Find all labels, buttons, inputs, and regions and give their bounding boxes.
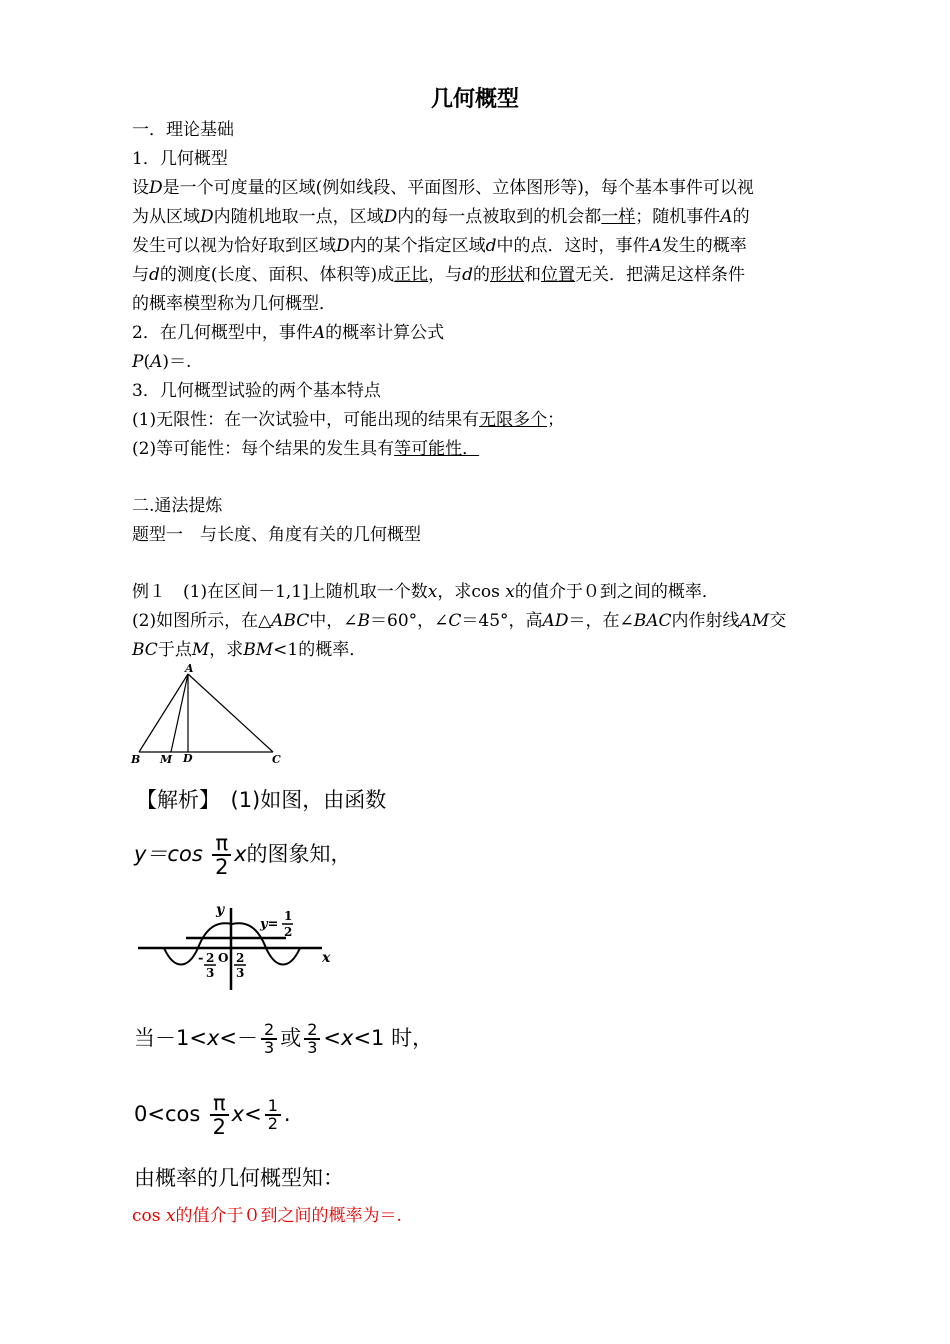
text: 无关．把满足这样条件 <box>575 265 746 285</box>
text: 的测度(长度、面积、体积等)成 <box>159 265 395 285</box>
definition-line-3 <box>132 235 747 257</box>
text: 交 <box>769 611 787 631</box>
item-heading-formula <box>132 322 444 344</box>
numerator: 2 <box>261 1022 277 1040</box>
solution-intro: 【解析】 (1)如图，由函数 <box>136 788 387 812</box>
denominator: 2 <box>212 1115 226 1139</box>
text: 和 <box>524 265 542 285</box>
text: <1的概率． <box>273 640 367 660</box>
section-heading-theory: 一．理论基础 <box>132 120 234 140</box>
var-D: D <box>149 178 163 198</box>
text: 于点 <box>157 640 192 660</box>
text: ( <box>143 352 151 372</box>
underlined-answer: 形状 <box>490 265 525 285</box>
text: 的 <box>732 207 750 227</box>
text: (1)无限性：在一次试验中，可能出现的结果有 <box>132 410 480 430</box>
definition-line-2 <box>132 206 750 228</box>
probability-formula <box>132 351 191 373</box>
origin-label: O <box>218 951 229 965</box>
text: ＝60°，∠ <box>370 611 449 631</box>
definition-line-5: 的概率模型称为几何概型． <box>132 294 336 314</box>
var-d: d <box>485 236 497 256</box>
text: 为从区域 <box>132 207 200 227</box>
fraction-one-half <box>265 1098 281 1132</box>
text: 是一个可度量的区域(例如线段、平面图形、立体图形等)，每个基本事件可以视 <box>162 178 754 198</box>
text: 或 <box>280 1026 302 1050</box>
var-BM: BM <box>243 640 274 660</box>
tick-minus-sign: - <box>198 951 204 966</box>
text: <－ <box>219 1026 259 1050</box>
text: 内作射线 <box>671 611 740 631</box>
label-c: C <box>272 753 281 766</box>
text: ＝45°，高 <box>461 611 543 631</box>
ray-am <box>171 674 188 752</box>
feature-equal-possibility <box>132 438 479 460</box>
fraction-pi-over-2 <box>212 832 231 878</box>
underlined-answer: 正比 <box>394 265 429 285</box>
text: ，求cos <box>437 582 500 602</box>
definition-line-1 <box>132 177 754 199</box>
var-x: x <box>341 1026 354 1050</box>
text: ； <box>547 410 565 430</box>
numerator: π <box>210 1092 229 1116</box>
cosine-inequality <box>134 1092 291 1138</box>
var-C: C <box>448 611 462 631</box>
var-BC: BC <box>132 640 158 660</box>
text: 内的每一点被取到的机会都 <box>397 207 602 227</box>
numerator: 2 <box>304 1022 320 1040</box>
text: 的概率计算公式 <box>325 323 445 343</box>
label-m: M <box>160 753 173 766</box>
text: 内随机地取一点，区域 <box>213 207 384 227</box>
underlined-answer: 位置 <box>541 265 576 285</box>
underlined-answer: 等可能性． <box>394 439 480 459</box>
answer-line <box>132 1205 402 1227</box>
line-label: y= <box>260 917 279 932</box>
var-d: d <box>462 265 474 285</box>
text: 中，∠ <box>309 611 358 631</box>
triangle-diagram <box>128 662 288 772</box>
line-label-num: 1 <box>284 909 293 923</box>
text: (2)如图所示，在△ <box>132 611 272 631</box>
var-BAC: BAC <box>633 611 672 631</box>
var-x: x <box>165 1206 176 1226</box>
text: 设 <box>132 178 149 198</box>
var-x: x <box>231 1102 245 1126</box>
var-B: B <box>357 611 370 631</box>
var-AD: AD <box>542 611 569 631</box>
var-x: x <box>505 582 515 602</box>
example-line-2 <box>132 610 786 632</box>
tick-left-den: 3 <box>206 966 215 980</box>
var-d: d <box>149 265 160 285</box>
text: ，求 <box>209 640 244 660</box>
text: < <box>323 1026 341 1050</box>
text: 与 <box>132 265 149 285</box>
var-A: A <box>150 352 163 372</box>
side-ab <box>139 674 188 752</box>
text: y＝cos <box>134 842 203 866</box>
text: 当－1< <box>134 1026 207 1050</box>
text: ，与 <box>428 265 463 285</box>
label-b: B <box>131 753 141 766</box>
text: 内的某个指定区域 <box>349 236 486 256</box>
page-title: 几何概型 <box>430 86 519 112</box>
var-P: P <box>132 352 144 372</box>
text: 中的点．这时，事件 <box>496 236 650 256</box>
text: (2)等可能性：每个结果的发生具有 <box>132 439 395 459</box>
text: 例１ (1)在区间－1,1]上随机取一个数 <box>132 582 428 602</box>
text: 的值介于０到之间的概率． <box>514 582 719 602</box>
text: 的图象知， <box>246 842 352 866</box>
x-axis-label: x <box>322 950 331 966</box>
fraction-pi-over-2 <box>210 1092 229 1138</box>
line-label-den: 2 <box>284 925 293 939</box>
text: 的值介于０到之间的概率为＝. <box>175 1206 402 1226</box>
text: 发生的概率 <box>661 236 747 256</box>
underlined-answer: 无限多个 <box>479 410 548 430</box>
text: . <box>283 1102 291 1126</box>
var-x: x <box>427 582 438 602</box>
var-D: D <box>336 236 350 256</box>
item-heading-geometric-probability: 1．几何概型 <box>132 149 228 169</box>
section-heading-methods: 二.通法提炼 <box>132 496 223 516</box>
fraction-two-thirds <box>304 1022 320 1056</box>
var-D: D <box>200 207 214 227</box>
conclusion-intro: 由概率的几何概型知： <box>134 1166 344 1190</box>
definition-line-4 <box>132 264 745 286</box>
var-x: x <box>206 1026 220 1050</box>
problem-type-heading: 题型一 与长度、角度有关的几何概型 <box>132 525 421 545</box>
var-D: D <box>383 207 398 227</box>
text: 2．在几何概型中，事件 <box>132 323 313 343</box>
tick-right-num: 2 <box>236 951 245 965</box>
text: 0<cos <box>134 1102 201 1126</box>
side-ac <box>188 674 273 752</box>
text: ；随机事件 <box>635 207 721 227</box>
function-expression <box>134 832 352 878</box>
var-x: x <box>234 842 247 866</box>
numerator: π <box>212 832 231 856</box>
label-a: A <box>185 662 194 675</box>
text: )＝. <box>162 352 192 372</box>
denominator: 3 <box>264 1038 275 1057</box>
text: 发生可以视为恰好取到区域 <box>132 236 336 256</box>
example-line-3 <box>132 639 366 661</box>
y-axis-label: y <box>216 902 225 918</box>
interval-condition <box>134 1022 433 1056</box>
var-M: M <box>191 640 210 660</box>
text: ＝，在∠ <box>568 611 634 631</box>
label-d: D <box>183 752 193 765</box>
feature-infinite <box>132 409 564 431</box>
tick-right-den: 3 <box>236 966 245 980</box>
numerator: 1 <box>265 1098 281 1116</box>
item-heading-features: 3．几何概型试验的两个基本特点 <box>132 381 381 401</box>
var-A: A <box>312 323 326 343</box>
cosine-graph <box>136 900 336 995</box>
text: cos <box>132 1206 161 1226</box>
text: <1 时， <box>353 1026 434 1050</box>
underlined-answer: 一样 <box>601 207 636 227</box>
var-AM: AM <box>739 611 770 631</box>
tick-left-num: 2 <box>206 951 215 965</box>
var-ABC: ABC <box>271 611 310 631</box>
var-A: A <box>649 236 662 256</box>
denominator: 3 <box>307 1038 318 1057</box>
text: 的 <box>473 265 491 285</box>
fraction-two-thirds <box>261 1022 277 1056</box>
denominator: 2 <box>267 1114 278 1133</box>
text: < <box>244 1102 262 1126</box>
example-line-1 <box>132 581 719 603</box>
var-A: A <box>720 207 733 227</box>
denominator: 2 <box>215 855 229 879</box>
